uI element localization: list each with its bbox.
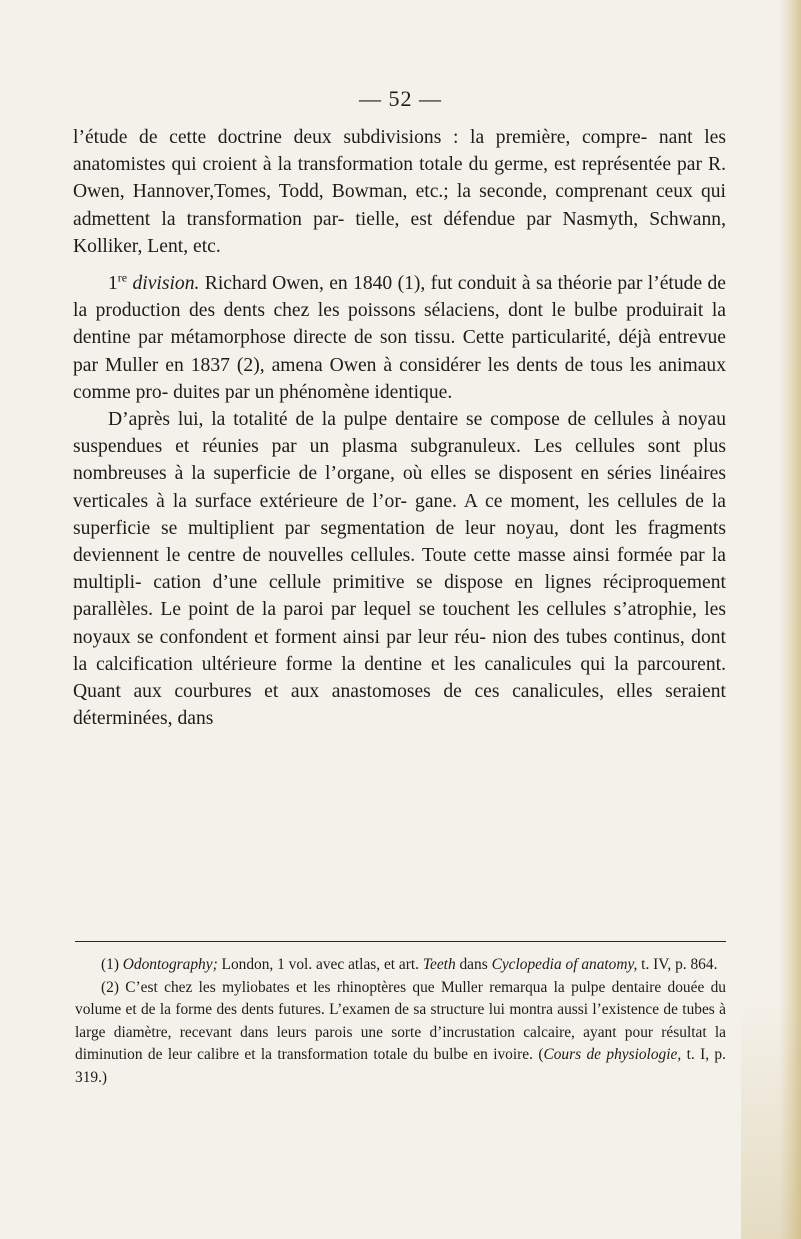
division-number: 1 xyxy=(108,273,118,295)
page-number: — 52 — xyxy=(359,86,442,111)
page-stain xyxy=(741,999,801,1239)
footnote-1-title: Odontography; xyxy=(122,956,218,973)
footnote-1-end: t. IV, p. 864. xyxy=(637,956,718,973)
footnote-1-teeth: Teeth xyxy=(422,956,456,973)
footnote-1 xyxy=(75,954,726,977)
footnote-1-cyclopedia: Cyclopedia of anatomy, xyxy=(491,956,638,973)
paragraph-1: l’étude de cette doctrine deux subdivisions : la première, compre- nant les anatomistes qui croient à la transformation totale du germe, est représentée par R. Owen, Hannover,Tomes, Todd, Bowman, etc.; la seconde, comprenant ceux qui admettent la transformation par- tielle, est défendue par Nasmyth, Schwann, Kolliker, Lent, etc. xyxy=(73,127,726,257)
footnote-2 xyxy=(75,977,726,1090)
paragraph-2-text: Richard Owen, en 1840 (1), fut conduit à sa théorie par l’étude de la production des dents chez les poissons sélaciens, dont le bulbe produirait la dentine par métamorphose directe de son tissu. Cette particularité, déjà entrevue par Muller en 1837 (2), amena Owen à considérer les dents de tous les animaux comme pro- duites par un phénomène identique. xyxy=(73,273,726,403)
footnote-2-cours: Cours de physiologie, xyxy=(543,1046,682,1064)
main-text xyxy=(73,124,726,732)
footnote-2-end: t. I, p. 319.) xyxy=(75,1046,726,1086)
division-label: division. xyxy=(132,273,200,295)
division-superscript: re xyxy=(117,270,128,285)
footnote-2-text: (2) C’est chez les myliobates et les rhinoptères que Muller remarqua la pulpe dentaire douée du volume et de la forme des dents futures. L’examen de sa structure lui montra aussi l’existence de tubes à large diamètre, recevant dans leurs parois une sorte d’incrustation calcaire, ayant pour résultat la diminution de leur calibre et la transformation totale du bulbe en ivoire. ( xyxy=(75,978,726,1064)
paragraph-2 xyxy=(73,270,726,406)
footnote-1-text: London, 1 vol. avec atlas, et art. xyxy=(217,956,423,973)
paragraph-3: D’après lui, la totalité de la pulpe dentaire se compose de cellules à noyau suspendues et réunies par un plasma subgranuleux. Les cellules sont plus nombreuses à la superficie de l’organe, où elles se disposent en séries linéaires verticales à la surface extérieure de l’or- gane. A ce moment, les cellules de la superficie se multiplient par segmentation de leur noyau, dont les fragments deviennent le centre de nouvelles cellules. Toute cette masse ainsi formée par la multipli- cation d’une cellule primitive se dispose en lignes réciproquement parallèles. Le point de la paroi par lequel se touchent les cellules s’atrophie, les noyaux se confondent et forment ainsi par leur réu- nion des tubes continus, dont la calcification ultérieure forme la dentine et les canalicules qui la parcourent. Quant aux courbures et aux anastomoses de ces canalicules, elles seraient déterminées, dans xyxy=(73,409,726,730)
footnote-rule xyxy=(75,941,726,942)
footnote-1-dans: dans xyxy=(455,956,492,973)
footnotes xyxy=(75,954,726,1090)
footnote-1-mark: (1) xyxy=(101,956,123,973)
